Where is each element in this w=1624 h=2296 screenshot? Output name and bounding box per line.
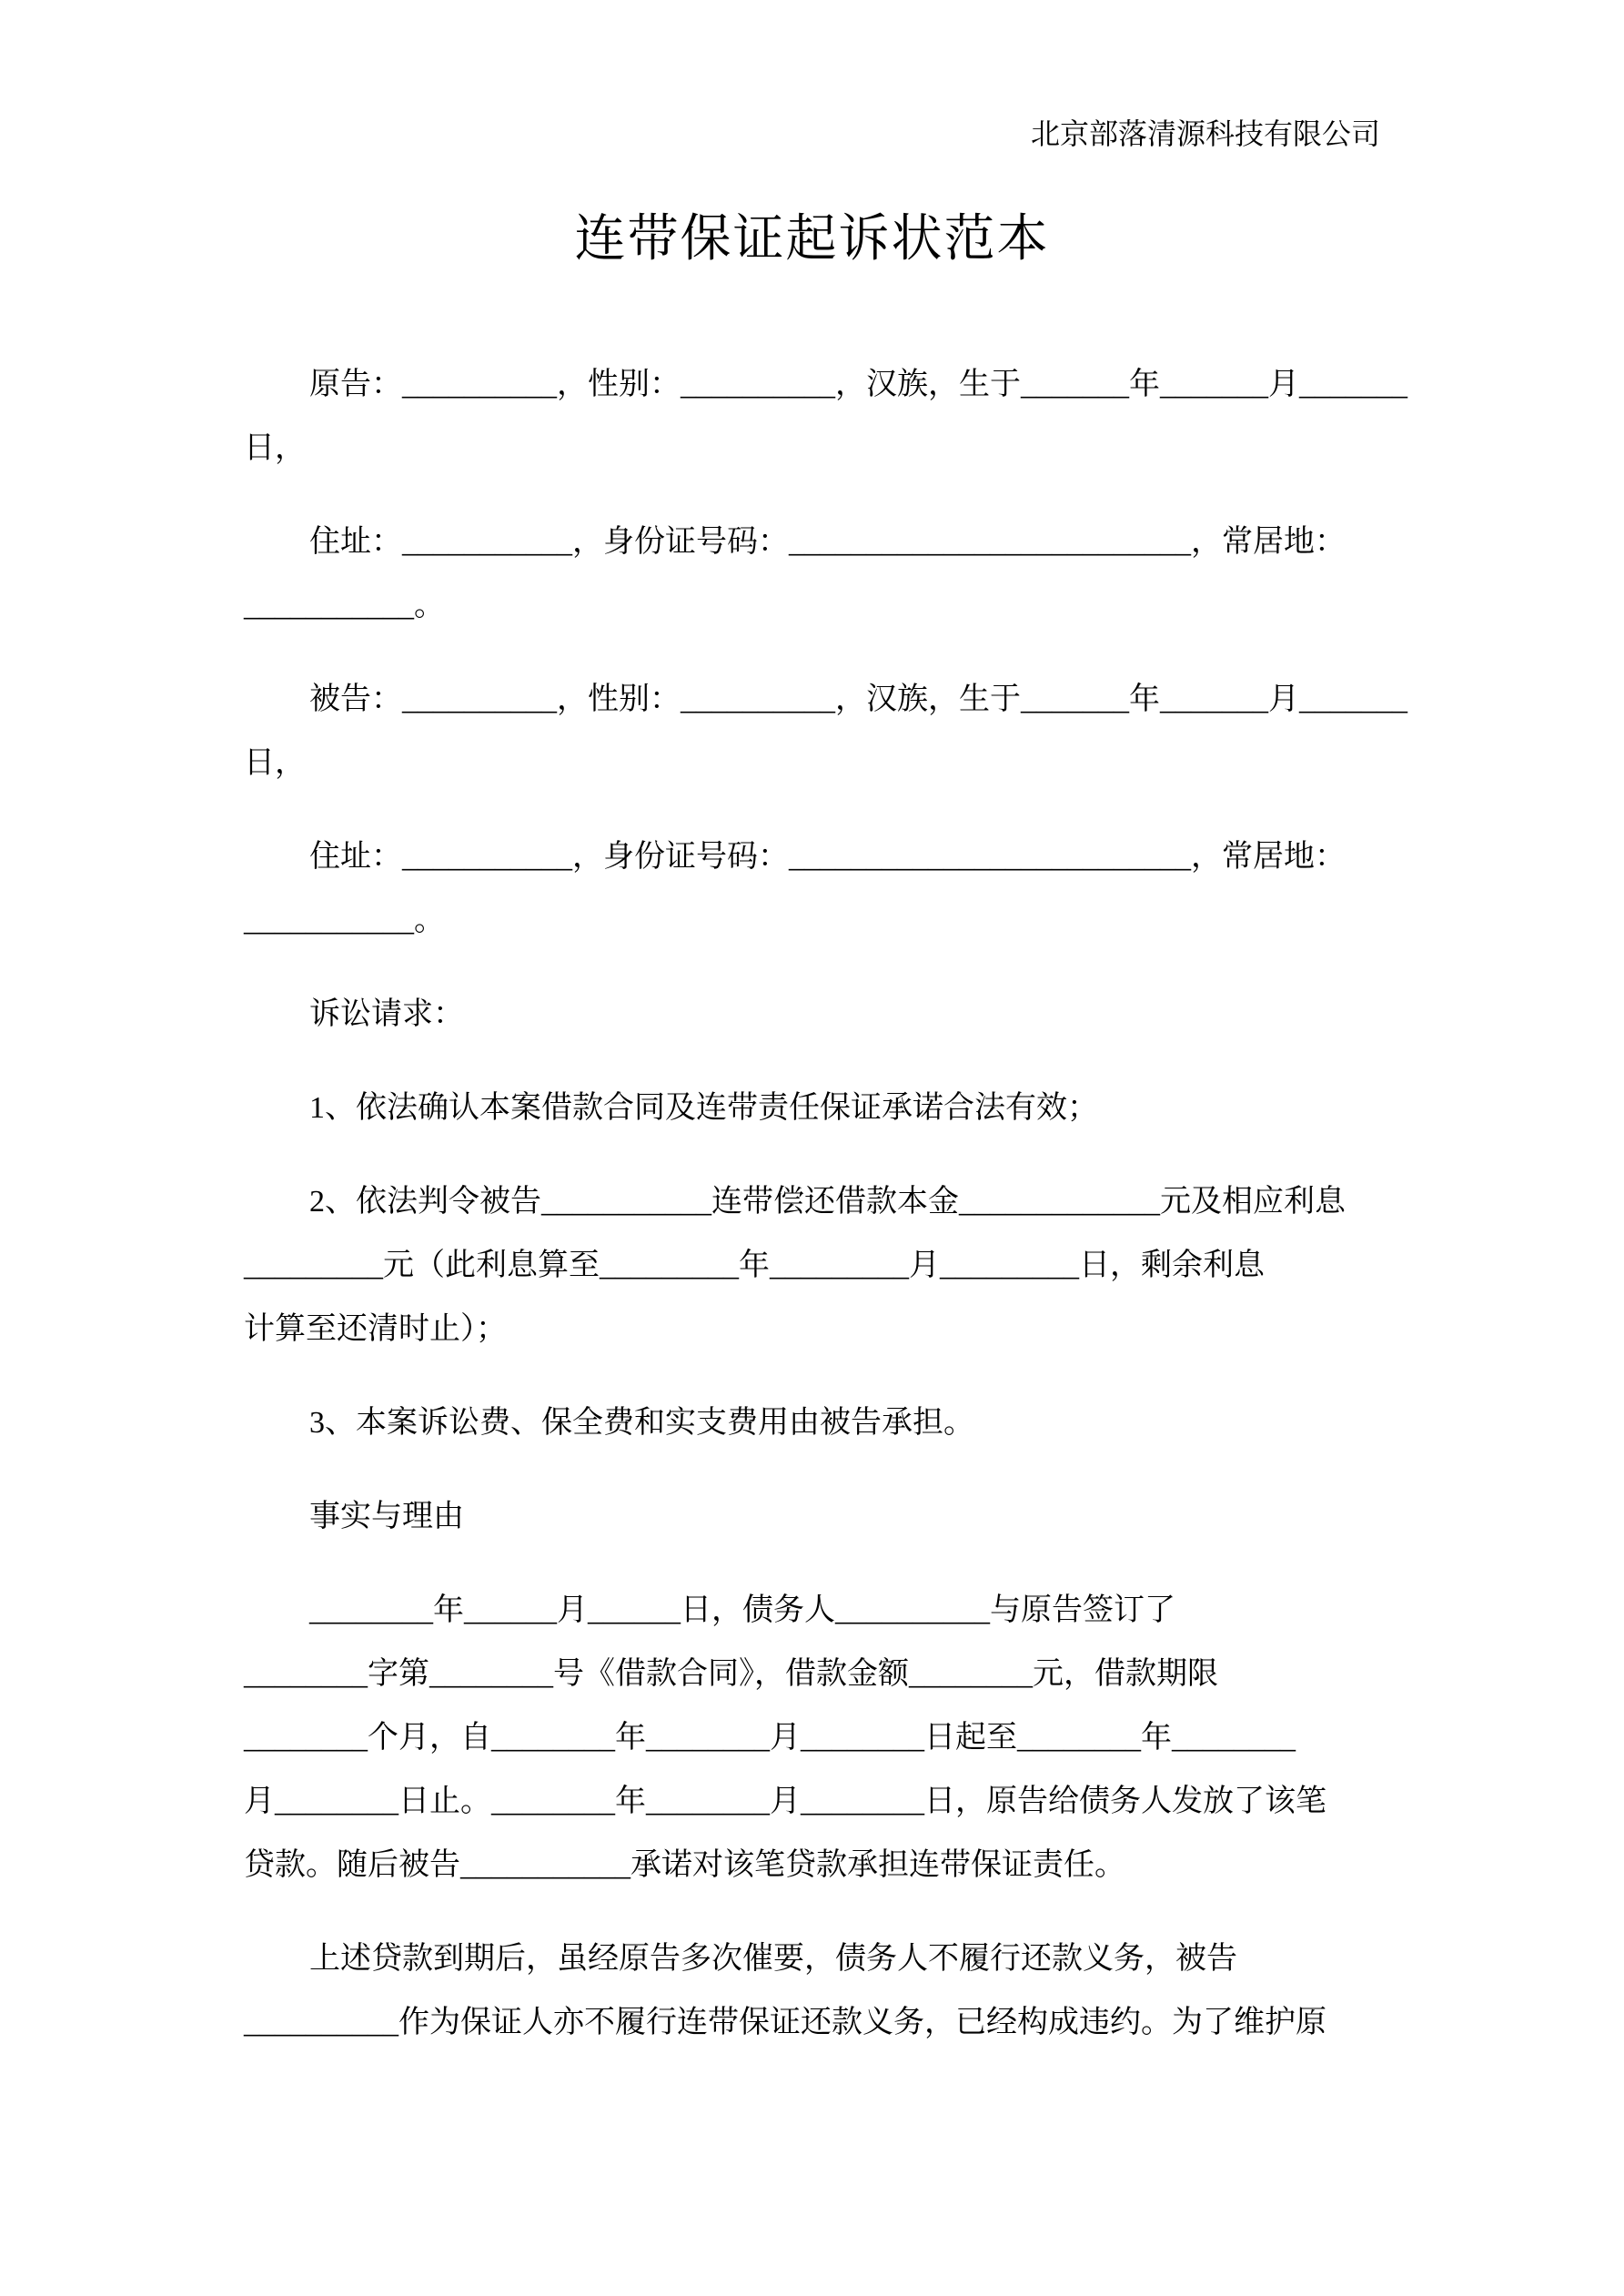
text-line: 诉讼请求：: [309, 997, 464, 1031]
paragraph: [244, 1077, 1380, 1140]
text-line: ________年______月______日，债务人__________与原告签订了: [309, 1593, 1175, 1627]
text-line: ________字第________号《借款合同》，借款金额________元，借款期限: [244, 1657, 1218, 1691]
paragraph: [244, 1579, 1380, 1897]
text-line: ___________。: [244, 904, 445, 937]
paragraph: [244, 668, 1407, 795]
document-body: [244, 353, 1407, 2055]
text-line: 住址：___________，身份证号码：__________________________，常居地：: [309, 525, 1346, 559]
text-line: 月________日止。________年________月________日，原告给债务人发放了该笔: [244, 1785, 1326, 1818]
paragraph: [244, 511, 1380, 638]
text-line: 1、依法确认本案借款合同及连带责任保证承诺合法有效；: [309, 1091, 1098, 1125]
text-line: 住址：___________，身份证号码：__________________________，常居地：: [309, 840, 1346, 874]
text-line: _________元（此利息算至_________年_________月_________日，剩余利息: [244, 1249, 1265, 1282]
text-line: 3、本案诉讼费、保全费和实支费用由被告承担。: [309, 1406, 974, 1440]
text-line: ________个月，自________年________月________日起至________年________: [244, 1721, 1296, 1755]
text-line: 事实与理由: [309, 1500, 464, 1533]
paragraph: [244, 825, 1380, 953]
paragraph: [244, 1170, 1380, 1361]
document-title: 连带保证起诉状范本: [574, 211, 1050, 268]
text-line: ___________。: [244, 589, 445, 622]
text-line: 贷款。随后被告___________承诺对该笔贷款承担连带保证责任。: [244, 1848, 1125, 1882]
paragraph: [244, 1485, 1380, 1549]
paragraph: [244, 353, 1407, 480]
text-line: 原告：__________，性别：__________，汉族，生于_______年_______月_______: [309, 368, 1407, 401]
text-line: __________作为保证人亦不履行连带保证还款义务，已经构成违约。为了维护原: [244, 2006, 1326, 2039]
company-header: 北京部落清源科技有限公司: [1030, 117, 1380, 150]
text-line: 计算至还清时止）；: [244, 1312, 507, 1346]
text-line: 2、依法判令被告___________连带偿还借款本金_____________元及相应利息: [309, 1185, 1346, 1219]
paragraph: [244, 983, 1380, 1047]
text-line: 日，: [244, 431, 306, 465]
text-line: 上述贷款到期后，虽经原告多次催要，债务人不履行还款义务，被告: [309, 1942, 1237, 1976]
paragraph: [244, 1391, 1380, 1455]
paragraph: [244, 1927, 1380, 2055]
text-line: 日，: [244, 746, 306, 780]
text-line: 被告：__________，性别：__________，汉族，生于_______年_______月_______: [309, 683, 1407, 716]
